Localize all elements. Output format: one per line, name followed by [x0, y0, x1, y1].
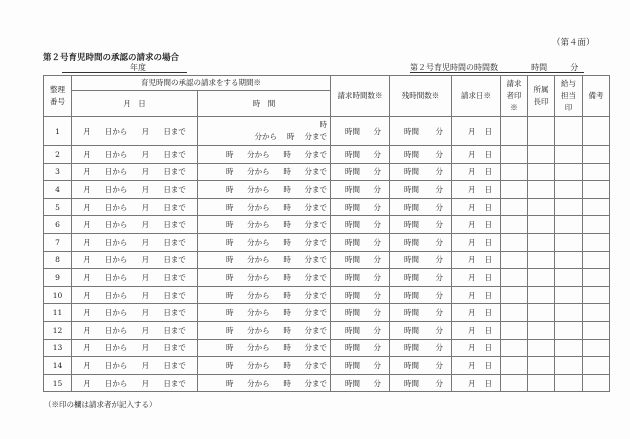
requested-hours-cell[interactable]: 時間 分: [331, 321, 390, 339]
manager-seal-cell[interactable]: [528, 304, 555, 322]
table-row: [44, 233, 610, 251]
requester-seal-cell[interactable]: [501, 251, 528, 269]
row-number: 12: [44, 321, 72, 339]
header-requested-hours: 請求時間数※: [331, 76, 390, 117]
requester-seal-cell[interactable]: [501, 181, 528, 199]
hours-total-label: 第２号育児時間の時間数: [410, 63, 498, 72]
period-time-cell[interactable]: 時 分から 時 分まで: [198, 198, 331, 216]
requested-hours-cell[interactable]: 時間 分: [331, 181, 390, 199]
period-date-cell[interactable]: 月 日から 月 日まで: [72, 181, 198, 199]
remarks-cell[interactable]: [583, 181, 610, 199]
header-payroll-seal: 給与担当印: [555, 76, 583, 117]
payroll-seal-cell[interactable]: [555, 163, 583, 181]
period-date-cell[interactable]: 月 日から 月 日まで: [72, 357, 198, 375]
row-number: 9: [44, 269, 72, 287]
table-row: [44, 146, 610, 164]
manager-seal-cell[interactable]: [528, 286, 555, 304]
request-date-cell[interactable]: 月 日: [452, 233, 501, 251]
remaining-hours-cell[interactable]: 時間 分: [390, 198, 452, 216]
remarks-cell[interactable]: [583, 216, 610, 234]
page-number: （第４面）: [552, 38, 595, 48]
request-date-cell[interactable]: 月 日: [452, 216, 501, 234]
manager-seal-cell[interactable]: [528, 374, 555, 392]
header-request-period: 育児時間の承認の請求をする期間※: [72, 76, 331, 91]
requester-seal-cell[interactable]: [501, 163, 528, 181]
remaining-hours-cell[interactable]: 時間 分: [390, 374, 452, 392]
row-number: 10: [44, 286, 72, 304]
row-number: 1: [44, 117, 72, 146]
requested-hours-cell[interactable]: 時間 分: [331, 304, 390, 322]
payroll-seal-cell[interactable]: [555, 357, 583, 375]
year-input-line[interactable]: [62, 60, 187, 73]
table-row: [44, 251, 610, 269]
remarks-cell[interactable]: [583, 286, 610, 304]
period-time-cell[interactable]: 時 分から 時 分まで: [198, 321, 331, 339]
footnote: （※印の欄は請求者が記入する）: [44, 400, 157, 409]
payroll-seal-cell[interactable]: [555, 117, 583, 146]
period-date-cell[interactable]: 月 日から 月 日まで: [72, 216, 198, 234]
table-row: [44, 216, 610, 234]
table-row: [44, 357, 610, 375]
row-number: 4: [44, 181, 72, 199]
row-number: 6: [44, 216, 72, 234]
period-date-cell[interactable]: 月 日から 月 日まで: [72, 269, 198, 287]
request-date-cell[interactable]: 月 日: [452, 181, 501, 199]
remarks-cell[interactable]: [583, 146, 610, 164]
form-title: 第２号育児時間の承認の請求の場合: [43, 53, 180, 63]
remaining-hours-cell[interactable]: 時間 分: [390, 251, 452, 269]
manager-seal-cell[interactable]: [528, 357, 555, 375]
header-requester-seal: 請求者印※: [501, 76, 528, 117]
period-date-cell[interactable]: 月 日から 月 日まで: [72, 198, 198, 216]
remarks-cell[interactable]: [583, 357, 610, 375]
manager-seal-cell[interactable]: [528, 233, 555, 251]
remaining-hours-cell[interactable]: 時間 分: [390, 216, 452, 234]
period-date-cell[interactable]: 月 日から 月 日まで: [72, 304, 198, 322]
manager-seal-cell[interactable]: [528, 251, 555, 269]
remaining-hours-cell[interactable]: 時間 分: [390, 117, 452, 146]
requested-hours-cell[interactable]: 時間 分: [331, 357, 390, 375]
requested-hours-cell[interactable]: 時間 分: [331, 374, 390, 392]
request-date-cell[interactable]: 月 日: [452, 321, 501, 339]
request-date-cell[interactable]: 月 日: [452, 251, 501, 269]
payroll-seal-cell[interactable]: [555, 304, 583, 322]
remarks-cell[interactable]: [583, 269, 610, 287]
payroll-seal-cell[interactable]: [555, 321, 583, 339]
remaining-hours-cell[interactable]: 時間 分: [390, 163, 452, 181]
remarks-cell[interactable]: [583, 304, 610, 322]
period-time-cell[interactable]: 時 分から 時 分まで: [198, 163, 331, 181]
requested-hours-cell[interactable]: 時間 分: [331, 339, 390, 357]
remaining-hours-cell[interactable]: 時間 分: [390, 304, 452, 322]
year-label: 年度: [130, 63, 146, 72]
remaining-hours-cell[interactable]: 時間 分: [390, 321, 452, 339]
period-date-cell[interactable]: 月 日から 月 日まで: [72, 286, 198, 304]
remarks-cell[interactable]: [583, 321, 610, 339]
requester-seal-cell[interactable]: [501, 269, 528, 287]
request-date-cell[interactable]: 月 日: [452, 146, 501, 164]
period-time-cell[interactable]: 時 分から 時 分まで: [198, 146, 331, 164]
table-row: [44, 198, 610, 216]
header-remaining-hours: 残時間数※: [390, 76, 452, 117]
table-row: [44, 286, 610, 304]
payroll-seal-cell[interactable]: [555, 181, 583, 199]
period-date-cell[interactable]: 月 日から 月 日まで: [72, 339, 198, 357]
request-date-cell[interactable]: 月 日: [452, 374, 501, 392]
remaining-hours-cell[interactable]: 時間 分: [390, 181, 452, 199]
row-number: 11: [44, 304, 72, 322]
payroll-seal-cell[interactable]: [555, 233, 583, 251]
header-time: 時 間: [198, 91, 331, 117]
requester-seal-cell[interactable]: [501, 304, 528, 322]
period-time-cell[interactable]: 時 分から 時 分まで: [198, 233, 331, 251]
period-time-cell[interactable]: 時 分から 時 分まで: [198, 117, 331, 146]
header-seq-no: 整理番号: [44, 76, 72, 117]
request-date-cell[interactable]: 月 日: [452, 304, 501, 322]
manager-seal-cell[interactable]: [528, 163, 555, 181]
requester-seal-cell[interactable]: [501, 216, 528, 234]
period-date-cell[interactable]: 月 日から 月 日まで: [72, 251, 198, 269]
manager-seal-cell[interactable]: [528, 181, 555, 199]
table-row: [44, 304, 610, 322]
requested-hours-cell[interactable]: 時間 分: [331, 163, 390, 181]
requester-seal-cell[interactable]: [501, 117, 528, 146]
payroll-seal-cell[interactable]: [555, 286, 583, 304]
remaining-hours-cell[interactable]: 時間 分: [390, 269, 452, 287]
requested-hours-cell[interactable]: 時間 分: [331, 216, 390, 234]
table-row: [44, 181, 610, 199]
request-date-cell[interactable]: 月 日: [452, 117, 501, 146]
row-number: 8: [44, 251, 72, 269]
requester-seal-cell[interactable]: [501, 233, 528, 251]
payroll-seal-cell[interactable]: [555, 216, 583, 234]
period-time-cell[interactable]: 時 分から 時 分まで: [198, 269, 331, 287]
requester-seal-cell[interactable]: [501, 374, 528, 392]
row-number: 13: [44, 339, 72, 357]
manager-seal-cell[interactable]: [528, 117, 555, 146]
manager-seal-cell[interactable]: [528, 216, 555, 234]
period-date-cell[interactable]: 月 日から 月 日まで: [72, 117, 198, 146]
requested-hours-cell[interactable]: 時間 分: [331, 286, 390, 304]
hours-total-minutes-unit: 分: [570, 63, 579, 72]
requester-seal-cell[interactable]: [501, 286, 528, 304]
remarks-cell[interactable]: [583, 198, 610, 216]
remarks-cell[interactable]: [583, 117, 610, 146]
header-request-date: 請求日※: [452, 76, 501, 117]
row-number: 2: [44, 146, 72, 164]
remaining-hours-cell[interactable]: 時間 分: [390, 146, 452, 164]
request-date-cell[interactable]: 月 日: [452, 357, 501, 375]
manager-seal-cell[interactable]: [528, 321, 555, 339]
requested-hours-cell[interactable]: 時間 分: [331, 233, 390, 251]
period-date-cell[interactable]: 月 日から 月 日まで: [72, 374, 198, 392]
row-number: 7: [44, 233, 72, 251]
row-number: 3: [44, 163, 72, 181]
requested-hours-cell[interactable]: 時間 分: [331, 198, 390, 216]
period-time-cell[interactable]: 時 分から 時 分まで: [198, 251, 331, 269]
requester-seal-cell[interactable]: [501, 339, 528, 357]
request-date-cell[interactable]: 月 日: [452, 269, 501, 287]
period-time-cell[interactable]: 時 分から 時 分まで: [198, 374, 331, 392]
remarks-cell[interactable]: [583, 233, 610, 251]
table-row: [44, 374, 610, 392]
period-time-cell[interactable]: 時 分から 時 分まで: [198, 304, 331, 322]
requester-seal-cell[interactable]: [501, 357, 528, 375]
row-number: 14: [44, 357, 72, 375]
period-time-cell[interactable]: 時 分から 時 分まで: [198, 286, 331, 304]
row-number: 15: [44, 374, 72, 392]
remarks-cell[interactable]: [583, 251, 610, 269]
manager-seal-cell[interactable]: [528, 339, 555, 357]
table-row: [44, 339, 610, 357]
period-time-cell[interactable]: 時 分から 時 分まで: [198, 216, 331, 234]
requester-seal-cell[interactable]: [501, 321, 528, 339]
remarks-cell[interactable]: [583, 374, 610, 392]
requester-seal-cell[interactable]: [501, 146, 528, 164]
header-manager-seal: 所属長印: [528, 76, 555, 117]
requested-hours-cell[interactable]: 時間 分: [331, 117, 390, 146]
hours-total-hours-unit: 時間: [531, 63, 548, 72]
manager-seal-cell[interactable]: [528, 146, 555, 164]
remarks-cell[interactable]: [583, 339, 610, 357]
request-date-cell[interactable]: 月 日: [452, 163, 501, 181]
table-row: [44, 269, 610, 287]
requested-hours-cell[interactable]: 時間 分: [331, 269, 390, 287]
payroll-seal-cell[interactable]: [555, 146, 583, 164]
requester-seal-cell[interactable]: [501, 198, 528, 216]
payroll-seal-cell[interactable]: [555, 339, 583, 357]
remarks-cell[interactable]: [583, 163, 610, 181]
table-row: [44, 321, 610, 339]
remaining-hours-cell[interactable]: 時間 分: [390, 233, 452, 251]
payroll-seal-cell[interactable]: [555, 269, 583, 287]
payroll-seal-cell[interactable]: [555, 198, 583, 216]
header-remarks: 備考: [583, 76, 610, 117]
manager-seal-cell[interactable]: [528, 198, 555, 216]
manager-seal-cell[interactable]: [528, 269, 555, 287]
period-date-cell[interactable]: 月 日から 月 日まで: [72, 321, 198, 339]
payroll-seal-cell[interactable]: [555, 374, 583, 392]
header-month-day: 月 日: [72, 91, 198, 117]
period-date-cell[interactable]: 月 日から 月 日まで: [72, 146, 198, 164]
remaining-hours-cell[interactable]: 時間 分: [390, 339, 452, 357]
table-row: [44, 117, 610, 146]
requested-hours-cell[interactable]: 時間 分: [331, 251, 390, 269]
request-table: [43, 75, 610, 392]
period-date-cell[interactable]: 月 日から 月 日まで: [72, 163, 198, 181]
payroll-seal-cell[interactable]: [555, 251, 583, 269]
request-date-cell[interactable]: 月 日: [452, 286, 501, 304]
hours-total: [410, 62, 578, 73]
remaining-hours-cell[interactable]: 時間 分: [390, 286, 452, 304]
request-date-cell[interactable]: 月 日: [452, 339, 501, 357]
requested-hours-cell[interactable]: 時間 分: [331, 146, 390, 164]
period-date-cell[interactable]: 月 日から 月 日まで: [72, 233, 198, 251]
request-date-cell[interactable]: 月 日: [452, 198, 501, 216]
period-time-cell[interactable]: 時 分から 時 分まで: [198, 339, 331, 357]
table-row: [44, 163, 610, 181]
period-time-cell[interactable]: 時 分から 時 分まで: [198, 357, 331, 375]
remaining-hours-cell[interactable]: 時間 分: [390, 357, 452, 375]
row-number: 5: [44, 198, 72, 216]
period-time-cell[interactable]: 時 分から 時 分まで: [198, 181, 331, 199]
